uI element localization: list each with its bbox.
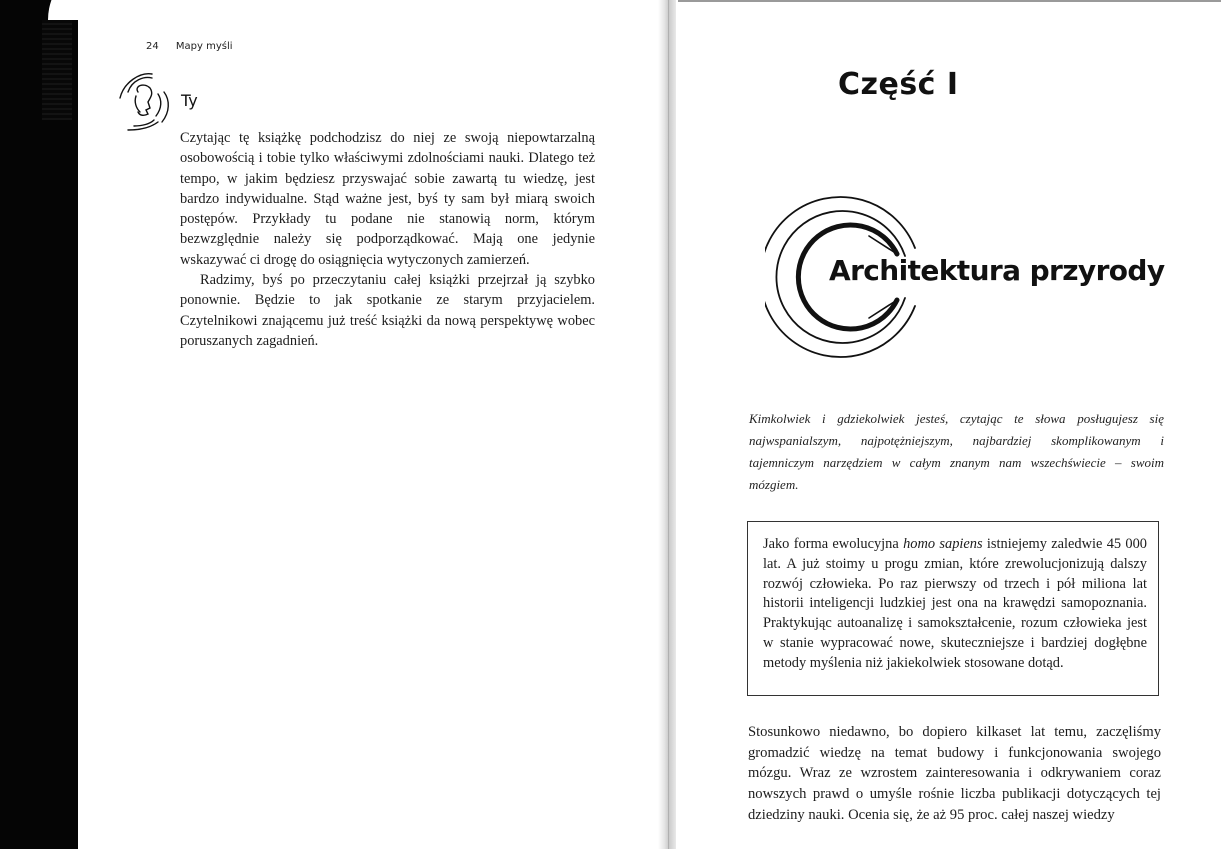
head-profile-with-sound-waves-icon bbox=[114, 72, 176, 132]
box-text-start: Jako forma ewolucyjna bbox=[763, 536, 904, 552]
running-head bbox=[146, 41, 233, 52]
paragraph: Czytając tę książkę podchodzisz do niej ze swoją niepowtarzalną osobowością i tobie tylko właściwymi zdolnościami nauki. Dlatego też tempo, w jakim będziesz przyswajać sobie zawartą tu wiedzę, jest bardzo indywidualne. Stąd ważne jest, byś ty sam był miarą swoich postępów. Przykłady tu podane nie stanowią norm, którym bezwzględnie należy się podporządkować. Mają one jedynie wskazywać ci drogę do osiągnięcia wytyczonych zamierzeń. bbox=[180, 130, 595, 268]
section-heading: Ty bbox=[181, 91, 198, 110]
scanner-noise bbox=[42, 20, 72, 120]
part-title: Część I bbox=[838, 67, 959, 102]
top-edge-rule bbox=[678, 0, 1221, 2]
page-number: 24 bbox=[146, 41, 159, 52]
left-page-body bbox=[180, 128, 595, 351]
right-page-body: Stosunkowo niedawno, bo dopiero kilkaset lat temu, zaczęliśmy gromadzić wiedzę na temat budowy i funkcjonowania swojego mózgu. Wraz ze wzrostem zainteresowania i odkrywaniem coraz nowszych prawd o umyśle rośnie liczba publikacji dotyczących tej dziedziny nauki. Ocenia się, że aż 95 proc. całej naszej wiedzy bbox=[748, 724, 1161, 823]
highlight-box-text bbox=[763, 535, 1147, 674]
scanner-shadow bbox=[0, 0, 78, 849]
epigraph: Kimkolwiek i gdziekolwiek jesteś, czytając te słowa posługujesz się najwspanialszym, najpotężniejszym, najbardziej skomplikowanym i tajemniczym narzędziem w całym znanym nam wszechświecie – swoim mózgiem. bbox=[749, 411, 1164, 492]
paragraph: Radzimy, byś po przeczytaniu całej książki przejrzał ją szybko ponownie. Będzie to jak spotkanie ze starym przyjacielem. Czytelnikowi znającemu już treść książki da nową perspektywę wobec poruszanych zagadnień. bbox=[180, 272, 595, 349]
running-title: Mapy myśli bbox=[175, 41, 233, 52]
book-gutter bbox=[658, 0, 676, 849]
gutter-line bbox=[668, 0, 669, 849]
box-text-italic: homo sapiens bbox=[903, 536, 983, 552]
page-corner-curve bbox=[48, 0, 168, 20]
box-text-end: istniejemy zaledwie 45 000 lat. A już stoimy u progu zmian, które zrewolucjonizują dalszy rozwój człowieka. Po raz pierwszy od trzech i pół miliona lat historii inteligencji ludzkiej jest ona na krawędzi samopoznania. Praktykując autoanalizę i samokształcenie, rozum człowieka jest w stanie wypracować nowe, skuteczniejsze i bardziej dogłębne metody myślenia niż jakiekolwiek stosowane dotąd. bbox=[763, 536, 1148, 671]
chapter-title: Architektura przyrody bbox=[829, 254, 1165, 287]
